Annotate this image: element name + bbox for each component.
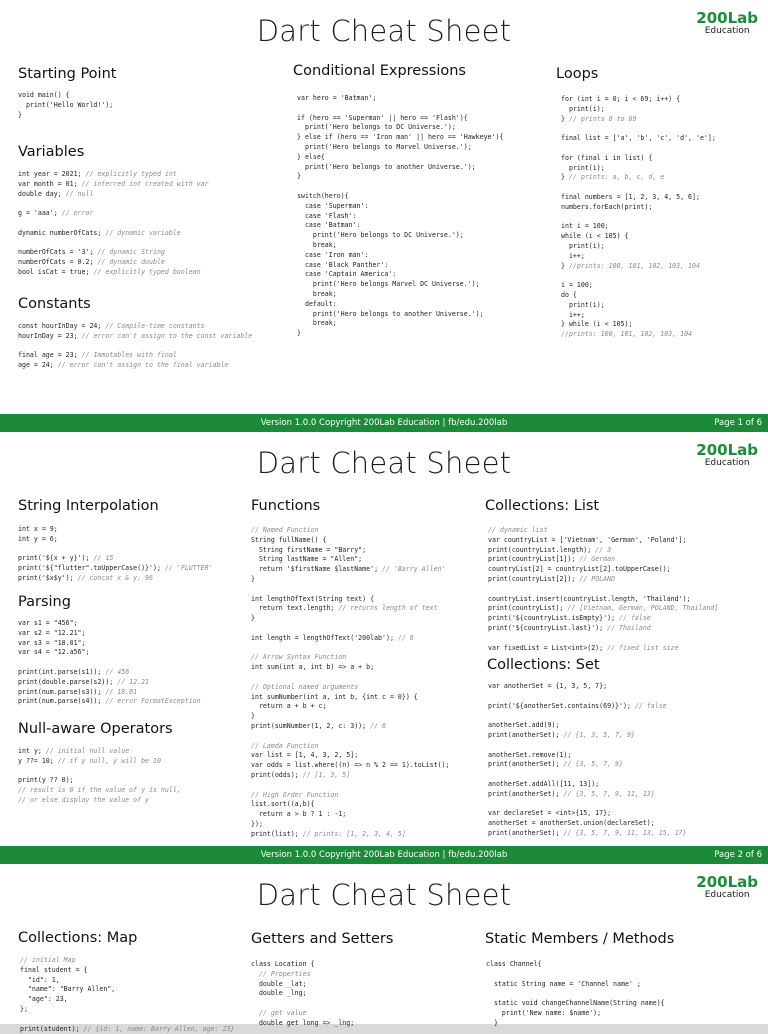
page-1 [0,0,768,414]
footer-copyright: Version 1.0.0 Copyright 200Lab Education | [260,418,449,428]
brand-logo [696,874,758,901]
code-conditional: var hero = 'Batman'; if (hero == 'Superman' || hero == 'Flash'){ print('Hero belongs to DC Universe.'); } else if (hero == 'Iron man' || hero == 'Hawkeye'){ print('Hero belongs to Marvel Universe.'); } else{ print('Hero belongs to another Universe.'); } switch(hero){ case 'Superman': case 'Flash': case 'Batman': print('Hero belongs to DC Universe.'); break; case 'Iron man': case 'Black Panther': case 'Captain America': print('Hero belongs Marvel DC Universe.'); break; default: print('Hero belongs to another Universe.'); break; } [297,94,504,338]
heading-null-aware: Null-aware Operators [18,721,173,737]
footer-text [0,850,768,860]
footer-link[interactable]: fb/edu.200lab [448,418,508,428]
brand-sub: Education [704,458,750,468]
code-static-members: class Channel{ static String name = 'Channel name' ; static void changeChannelName(String name){ print('New name: $name'); } [486,960,665,1027]
code-collections-set: var anotherSet = {1, 3, 5, 7}; print('${anotherSet.contains(69)}'); // false anotherSet.add(9); print(anotherSet); // {1, 3, 5, 7, 9} anotherSet.remove(1); print(anotherSet); // {3, 5, 7, 9} anotherSet.addAll([11, 13]); print(anotherSet); // {3, 5, 7, 9, 11, 13} var declareSet = <int>{15, 17}; anotherSet = anotherSet.union(declareSet); print(anotherSet); // {3, 5, 7, 9, 11, 13, 15, 17} [488,682,687,837]
code-loops: for (int i = 0; i < 69; i++) { print(i); } // prints 0 to 69 final list = ['a', 'b', 'c', 'd', 'e']; for (final i in list) { print(i); } // prints: a, b, c, d, e final numbers = [1, 2, 3, 4, 5, 6]; numbers.forEach(print); int i = 100; while (i < 105) { print(i); i++; } //prints: 100, 101, 102, 103, 104 i = 100; do { print(i); i++; } while (i < 105); //prints: 100, 101, 102, 103, 104 [561,95,716,339]
heading-static-members: Static Members / Methods [485,931,675,947]
code-starting-point: void main() { print('Hello World!'); } [18,91,114,119]
code-functions: // Named Function String fullName() { String firstName = "Barry"; String lastName = "Allen"; return '$firstName $lastName'; // 'Barry Allen' } int lengthOfText(String text) { return text.length; // returns length of text } int length = lengthOfText('200lab'); // 6 // Arrow Syntax Function int sum(int a, int b) => a + b; // Optional named arguments int sumNumber(int a, int b, {int c = 0}) { return a + b + c; } print(sumNumber(1, 2, c: 3)); // 6 // Lamda Function var list = [1, 4, 3, 2, 5]; var odds = list.where((n) => n % 2 == 1).toList(); print(odds); // [1, 3, 5] // High Order Function list.sort((a,b){ return a > b ? 1 : -1; }); print(list); // prints: [1, 2, 3, 4, 5] [251,526,450,838]
heading-functions: Functions [251,498,321,514]
code-getters-setters: class Location { // Properties double _lat; double _lng; // get value double get long => _lng; [251,960,355,1027]
code-variables: int year = 2021; // explicitly typed int var month = 01; // inferred int created with var double day; // null g = 'aaa'; // error dynamic numberOfCats; // dynamic variable numberOfCats = '3'; // dynamic String numberOfCats = 0.2; // dynamic double bool isCat = true; // explicitly typed boolean [18,170,209,276]
page-number: Page 1 of 6 [714,418,762,428]
heading-string-interpolation: String Interpolation [18,498,159,514]
heading-collections-set: Collections: Set [487,657,600,673]
heading-collections-list: Collections: List [485,498,600,514]
page-2 [0,432,768,847]
page-title: Dart Cheat Sheet [256,14,512,48]
heading-constants: Constants [18,296,91,312]
brand-sub: Education [704,26,750,36]
heading-loops: Loops [556,66,599,82]
page-number: Page 2 of 6 [714,850,762,860]
code-collections-list: // dynamic list var countryList = ['Vietnam', 'German', 'Poland']; print(countryList.length); // 3 print(countryList[1]); // German countryList[2] = countryList[2].toUpperCase(); print(countryList[2]); // POLAND countryList.insert(countryList.length, 'Thailand'); print(countryList); // [Vietnam, German, POLAND, Thailand] print('${countryList.isEmpty}'); // false print('${countryList.last}'); // Thailand var fixedList = List<int>(2); // fixed list size [488,526,719,652]
footer-link[interactable]: fb/edu.200lab [448,850,508,860]
brand-logo [696,10,758,37]
code-string-interpolation: int x = 9; int y = 6; print('${x + y}'); // 15 print('${"flutter".toUpperCase()}'); // 'FLUTTER' print('$x$y'); // concat x & y: 96 [18,525,213,582]
code-parsing: var s1 = "456"; var s2 = "12.21"; var s3 = "18.01"; var s4 = "12.a56"; print(int.parse(s1)); // 456 print(double.parse(s2)); // 12.21 print(num.parse(s3)); // 18.01 print(num.parse(s4)); // error FormatException [18,619,201,706]
page-title: Dart Cheat Sheet [256,878,512,912]
footer-page-2 [0,846,768,864]
heading-conditional: Conditional Expressions [293,63,466,79]
heading-parsing: Parsing [18,594,71,610]
heading-collections-map: Collections: Map [18,930,138,946]
code-collections-map: // initial Map final student = { "id": 1, "name": "Barry Allen", "age": 23, }; print(student); // {id: 1, name: Barry Allen, age: 23} [20,956,235,1033]
footer-text [0,418,768,428]
heading-variables: Variables [18,144,85,160]
page-title: Dart Cheat Sheet [256,446,512,480]
brand-name: 200Lab [696,441,758,459]
page-3 [0,864,768,1033]
brand-name: 200Lab [696,9,758,27]
brand-logo [696,442,758,469]
code-constants: const hourInDay = 24; // Compile-time constants hourInDay = 23; // error can't assign to the const variable final age = 23; // Immutables with final age = 24; // error can't assign to the final variable [18,322,253,370]
footer-copyright: Version 1.0.0 Copyright 200Lab Education | [260,850,449,860]
footer-page-1 [0,414,768,432]
code-null-aware: int y; // initial null value y ??= 10; // if y null, y will be 10 print(y ?? 0); // result is 0 if the value of y is null, // or else display the value of y [18,747,181,804]
heading-starting-point: Starting Point [18,66,117,82]
brand-name: 200Lab [696,873,758,891]
heading-getters-setters: Getters and Setters [251,931,394,947]
brand-sub: Education [704,890,750,900]
